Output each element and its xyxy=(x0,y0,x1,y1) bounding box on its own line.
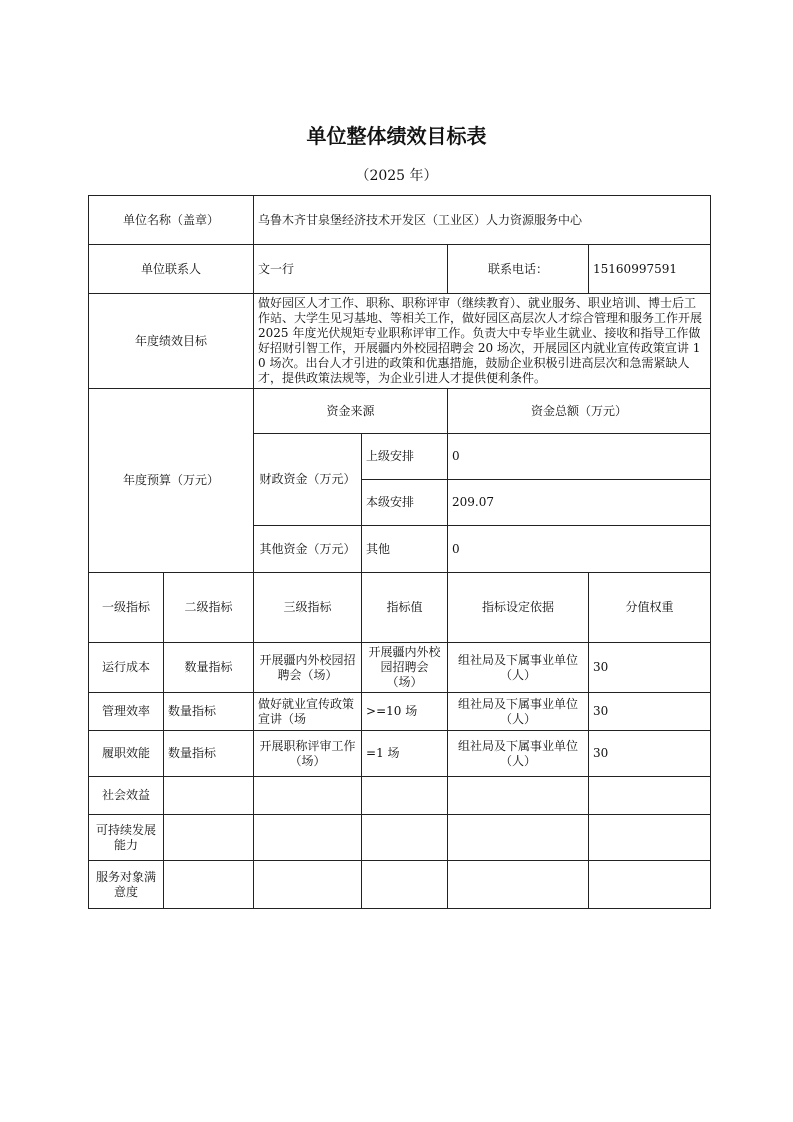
phone-label: 联系电话： xyxy=(448,245,589,294)
fund-total-header: 资金总额（万元） xyxy=(448,389,711,434)
indicator-level3 xyxy=(254,861,362,909)
header-value: 指标值 xyxy=(362,573,448,643)
contact-label: 单位联系人 xyxy=(89,245,254,294)
indicator-value: >=10 场 xyxy=(362,693,448,731)
budget-header-row xyxy=(89,389,711,434)
performance-table xyxy=(88,195,711,909)
indicator-level2 xyxy=(164,815,254,861)
indicator-level3: 做好就业宣传政策宣讲（场 xyxy=(254,693,362,731)
indicator-weight xyxy=(589,861,711,909)
year-subtitle: （2025 年） xyxy=(355,168,438,184)
table-row xyxy=(89,861,711,909)
indicator-value xyxy=(362,861,448,909)
local-allocation-value: 209.07 xyxy=(448,480,711,526)
indicator-weight: 30 xyxy=(589,643,711,693)
other-sub-label: 其他 xyxy=(362,526,448,573)
phone-value: 15160997591 xyxy=(589,245,711,294)
budget-label: 年度预算（万元） xyxy=(89,389,254,573)
indicator-level2 xyxy=(164,861,254,909)
indicator-basis xyxy=(448,815,589,861)
header-weight: 分值权重 xyxy=(589,573,711,643)
indicator-weight: 30 xyxy=(589,731,711,777)
upper-allocation-label: 上级安排 xyxy=(362,434,448,480)
indicator-weight: 30 xyxy=(589,693,711,731)
indicator-level2 xyxy=(164,777,254,815)
header-level3: 三级指标 xyxy=(254,573,362,643)
indicator-level2: 数量指标 xyxy=(164,731,254,777)
local-allocation-label: 本级安排 xyxy=(362,480,448,526)
indicator-basis: 组社局及下属事业单位（人） xyxy=(448,731,589,777)
table-row xyxy=(89,731,711,777)
indicator-value xyxy=(362,815,448,861)
unit-name-row xyxy=(89,196,711,245)
upper-allocation-value: 0 xyxy=(448,434,711,480)
indicator-value xyxy=(362,777,448,815)
unit-name-value: 乌鲁木齐甘泉堡经济技术开发区（工业区）人力资源服务中心 xyxy=(254,196,711,245)
indicator-level3 xyxy=(254,815,362,861)
indicator-basis xyxy=(448,861,589,909)
indicator-weight xyxy=(589,815,711,861)
indicator-level2: 数量指标 xyxy=(164,693,254,731)
header-basis: 指标设定依据 xyxy=(448,573,589,643)
fiscal-fund-label: 财政资金（万元） xyxy=(254,434,362,526)
contact-row xyxy=(89,245,711,294)
goal-text: 做好园区人才工作、职称、职称评审（继续教育）、就业服务、职业培训、博士后工作站、大学生见习基地、等相关工作，做好园区高层次人才综合管理和服务工作开展2025 年度光伏规矩专业职称评审工作。负责大中专毕业生就业、接收和指导工作做好招财引智工作，开展疆内外校园招聘会 20 场次，开展园区内就业宣传政策宣讲 10 场次。出台人才引进的政策和优惠措施，鼓励企业积极引进高层次和急需紧缺人才，提供政策法规等，为企业引进人才提供便利条件。 xyxy=(254,294,711,389)
indicator-level1: 服务对象满意度 xyxy=(89,861,164,909)
page-title: 单位整体绩效目标表 xyxy=(306,124,487,148)
indicator-basis: 组社局及下属事业单位（人） xyxy=(448,643,589,693)
other-fund-label: 其他资金（万元） xyxy=(254,526,362,573)
indicator-level1: 社会效益 xyxy=(89,777,164,815)
indicator-level1: 管理效率 xyxy=(89,693,164,731)
unit-name-label: 单位名称（盖章） xyxy=(89,196,254,245)
indicator-weight xyxy=(589,777,711,815)
indicator-level3: 开展疆内外校园招聘会（场） xyxy=(254,643,362,693)
table-row xyxy=(89,777,711,815)
table-row xyxy=(89,815,711,861)
other-fund-value: 0 xyxy=(448,526,711,573)
indicator-level1: 可持续发展能力 xyxy=(89,815,164,861)
indicator-level3: 开展职称评审工作（场） xyxy=(254,731,362,777)
goal-row xyxy=(89,294,711,389)
indicator-value: 开展疆内外校园招聘会（场） xyxy=(362,643,448,693)
indicator-basis: 组社局及下属事业单位（人） xyxy=(448,693,589,731)
indicator-level1: 运行成本 xyxy=(89,643,164,693)
indicator-level3 xyxy=(254,777,362,815)
contact-value: 文一行 xyxy=(254,245,448,294)
table-row xyxy=(89,643,711,693)
indicator-level1: 履职效能 xyxy=(89,731,164,777)
indicator-value: =1 场 xyxy=(362,731,448,777)
indicator-header-row xyxy=(89,573,711,643)
indicator-basis xyxy=(448,777,589,815)
header-level1: 一级指标 xyxy=(89,573,164,643)
goal-label: 年度绩效目标 xyxy=(89,294,254,389)
header-level2: 二级指标 xyxy=(164,573,254,643)
table-row xyxy=(89,693,711,731)
fund-source-header: 资金来源 xyxy=(254,389,448,434)
indicator-level2: 数量指标 xyxy=(164,643,254,693)
